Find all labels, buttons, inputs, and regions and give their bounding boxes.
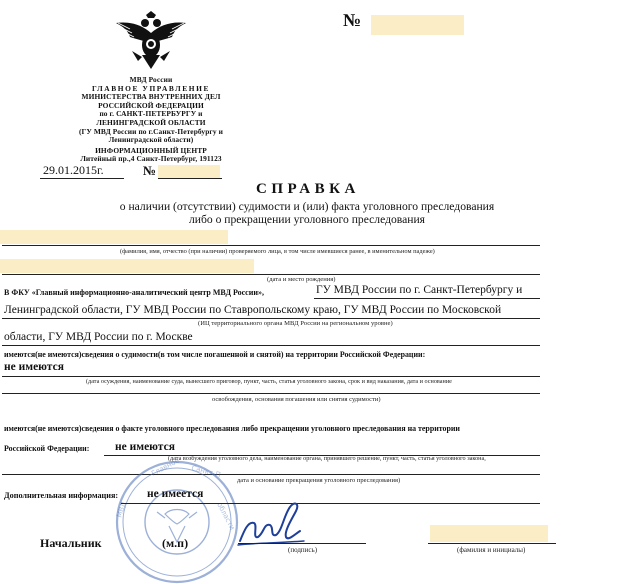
birth-info-redaction [0, 259, 254, 273]
conviction-label: имеются(не имеются)сведения о судимости(в том числе погашенной и снятой) на территории Российской Федерации: [4, 350, 426, 359]
org-line: Литейный пр.,4 Санкт-Петербург, 191123 [80, 154, 222, 164]
svg-text:области: области [215, 501, 237, 532]
org-line: (ГУ МВД России по г.Санкт-Петербургу и [79, 126, 223, 136]
additional-info-value: не имеется [147, 488, 204, 500]
fku-line3-underline [2, 345, 540, 346]
org-line: ИНФОРМАЦИОННЫЙ ЦЕНТР [95, 145, 207, 155]
conviction-caption-line1: (дата осуждения, наименование суда, вынесшего приговор, пункт, часть, статья уголовного закона, срок и вид наказания, дата и основание [86, 378, 452, 385]
fku-territorial-line3: области, ГУ МВД России по г. Москве [4, 331, 193, 343]
issue-number-sign: № [143, 163, 157, 178]
prosecution-caption-line2: дата и основание прекращения уголовного преследования) [237, 477, 401, 484]
document-number-redaction [371, 15, 464, 35]
signature-icon [234, 497, 308, 549]
prosecution-caption-line1: (дата возбуждения уголовного дела, наименование органа, принявшего решение, пункт, часть, статья уголовного закона, [168, 455, 486, 462]
org-line: МВД России [129, 75, 173, 84]
birth-info-caption: (дата и место рождения) [267, 276, 336, 283]
conviction-details-underline [2, 393, 540, 394]
document-number-sign: № [343, 10, 362, 30]
org-line: МИНИСТЕРСТВА ВНУТРЕННИХ ДЕЛ [81, 92, 221, 102]
document-subtitle-line2: либо о прекращении уголовного преследования [189, 213, 425, 226]
conviction-value: не имеются [4, 361, 64, 373]
svg-text:Санкт-П: Санкт-П [190, 464, 222, 480]
signature-caption: (подпись) [288, 546, 318, 554]
person-name-line [2, 245, 540, 246]
birth-info-line [2, 274, 540, 275]
document-subtitle-line1: о наличии (отсутствии) судимости и (или) факта уголовного преследования [119, 200, 495, 213]
chief-name-redaction [430, 525, 548, 542]
emblem-icon [112, 11, 190, 71]
fku-line2-underline [2, 318, 540, 319]
prosecution-value: не имеются [115, 441, 175, 453]
conviction-caption-line2: освобождения, основания погашения или снятия судимости) [212, 396, 381, 403]
svg-text:Главное: Главное [150, 456, 181, 478]
org-line: РОССИЙСКОЙ ФЕДЕРАЦИИ [98, 100, 204, 110]
org-line: по г. САНКТ-ПЕТЕРБУРГУ и [99, 109, 203, 119]
person-name-caption: (фамилия, имя, отчество (при наличии) проверяемого лица, в том числе имевшиеся ранее, в именительном падеже) [120, 248, 435, 255]
official-stamp-icon [105, 452, 245, 584]
conviction-value-underline [2, 376, 540, 377]
fku-territorial-line2: Ленинградской области, ГУ МВД России по Ставропольскому краю, ГУ МВД России по Московской [4, 304, 502, 316]
fku-caption: (ИЦ территориального органа МВД России на региональном уровне) [198, 320, 393, 327]
organization-header [40, 76, 262, 164]
prosecution-label-line2: Российской Федерации: [4, 444, 90, 453]
additional-info-underline [121, 503, 540, 504]
prosecution-label-line1: имеются(не имеются)сведения о факте уголовного преследования либо прекращении уголовного преследования на территории [4, 424, 460, 433]
issue-date: 29.01.2015г. [43, 163, 104, 177]
number-underline [158, 178, 222, 179]
org-line: ЛЕНИНГРАДСКОЙ ОБЛАСТИ [96, 117, 206, 127]
svg-text:МВД: МВД [115, 500, 128, 519]
signature-line [238, 543, 366, 544]
date-underline [40, 178, 124, 179]
org-line: ГЛАВНОЕ УПРАВЛЕНИЕ [91, 83, 211, 93]
fku-territorial-line1: ГУ МВД России по г. Санкт-Петербургу и [316, 284, 523, 296]
fku-label: В ФКУ «Главный информационно-аналитический центр МВД России», [4, 288, 264, 297]
issue-number-redaction [158, 165, 220, 179]
fku-line1-underline [314, 298, 540, 299]
document-title: СПРАВКА [256, 181, 360, 197]
additional-info-label: Дополнительная информация: [4, 491, 119, 500]
chief-label: Начальник [40, 536, 102, 550]
prosecution-details-underline [2, 474, 540, 475]
chief-name-line [428, 543, 556, 544]
org-line: Ленинградской области) [108, 135, 194, 145]
chief-name-caption: (фамилия и инициалы) [457, 546, 526, 554]
person-name-redaction [0, 230, 228, 244]
seal-place-label: (м.п) [162, 536, 189, 550]
